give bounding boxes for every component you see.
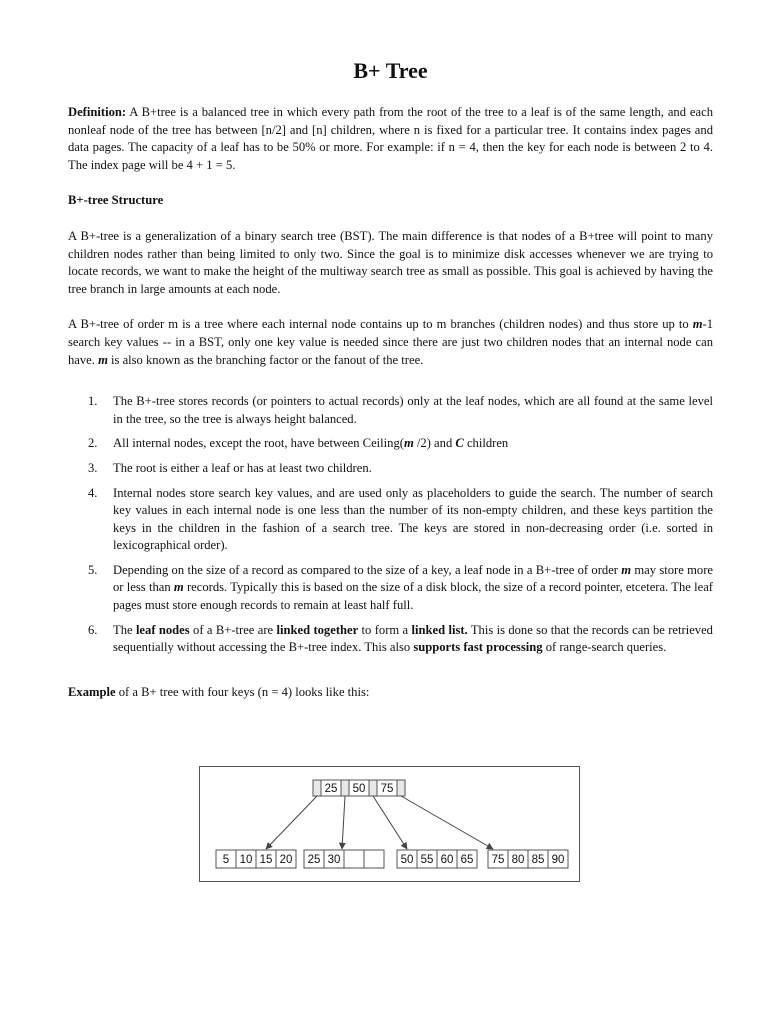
- list-item: [68, 622, 713, 657]
- leaf-key: 15: [259, 854, 273, 866]
- list-item-text: of range-search queries.: [542, 640, 667, 655]
- definition-label: Definition:: [68, 105, 127, 119]
- leaf-key: 25: [307, 854, 321, 866]
- list-item-bold: supports fast processing: [413, 640, 543, 655]
- leaf-key: 75: [491, 854, 505, 866]
- para2-m-1: m: [692, 317, 703, 332]
- list-item-text: Depending on the size of a record as compared to the size of a key, a leaf node in a B+-tree of order: [113, 562, 622, 577]
- list-item: [68, 460, 713, 478]
- pointer-arrow: [342, 796, 345, 849]
- page-title: B+ Tree: [353, 58, 428, 83]
- para2-text-b: -1 search key values -- in a BST, only one key value is needed since there are just two children nodes that an internal node can have.: [68, 317, 713, 367]
- leaf-key: 20: [279, 854, 293, 866]
- list-item-text: to form a: [358, 622, 412, 637]
- list-number: 5.: [88, 562, 98, 577]
- properties-list: [68, 393, 713, 657]
- list-item-text: The root is either a leaf or has at least two children.: [113, 460, 372, 475]
- list-number: 3.: [88, 460, 98, 475]
- example-label: Example: [68, 684, 116, 699]
- list-number: 6.: [88, 622, 98, 637]
- list-number: 1.: [88, 394, 98, 409]
- list-item: [68, 435, 713, 453]
- leaf-key: 85: [531, 854, 545, 866]
- leaf-cell: [344, 850, 364, 868]
- definition-paragraph: [68, 104, 713, 174]
- root-key: 25: [324, 783, 338, 795]
- list-item-bold: linked together: [276, 622, 359, 637]
- list-item: [68, 485, 713, 555]
- list-item-bold: leaf nodes: [135, 622, 190, 637]
- structure-paragraph-2: [68, 316, 713, 369]
- para2-m-2: m: [98, 352, 108, 367]
- list-number: 4.: [88, 485, 98, 500]
- definition-text: A B+tree is a balanced tree in which every path from the root of the tree to a leaf is of the same length, and each nonleaf node of the tree has between [n/2] and [n] children, where n is fixed for a particular tree. It contains index pages and data pages. The capacity of a leaf has to be 50% or more. For example: if n = 4, then the key for each node is between 2 to 4. The index page will be 4 + 1 = 5.: [68, 105, 713, 172]
- list-item-m: m: [173, 580, 184, 595]
- example-caption: [68, 684, 713, 702]
- leaf-key: 80: [511, 854, 525, 866]
- root-pointer-cell: [369, 780, 377, 796]
- list-item-text: children: [463, 436, 509, 451]
- structure-paragraph-1: A B+-tree is a generalization of a binary search tree (BST). The main difference is that nodes of a B+tree will point to many children nodes rather than being limited to only two. Since the goal is to minimize disk accesses whenever we are trying to locate records, we want to make the height of the multiway search tree as small as possible. This goal is achieved by having the tree branch in large amounts at each node.: [68, 228, 713, 296]
- leaf-key: 55: [420, 854, 434, 866]
- para2-text-c: is also known as the branching factor or the fanout of the tree.: [107, 352, 424, 367]
- bplus-tree-diagram: [199, 766, 580, 882]
- list-item-m: m: [621, 562, 632, 577]
- pointer-arrow: [373, 796, 407, 849]
- root-pointer-cell: [313, 780, 321, 796]
- root-pointer-cell: [397, 780, 405, 796]
- root-key: 50: [352, 783, 366, 795]
- document-page: [68, 56, 713, 701]
- list-number: 2.: [88, 436, 98, 451]
- list-item-text: /2) and: [413, 436, 456, 451]
- leaf-key: 30: [327, 854, 341, 866]
- list-item: [68, 562, 713, 615]
- list-item-text: The: [113, 622, 136, 637]
- leaf-key: 65: [460, 854, 474, 866]
- leaf-key: 50: [400, 854, 414, 866]
- list-item-text: All internal nodes, except the root, have between Ceiling(: [113, 436, 404, 451]
- tree-svg: [199, 766, 580, 882]
- list-item-text: The B+-tree stores records (or pointers to actual records) only at the leaf nodes, which are all found at the same level in the tree, so the tree is always height balanced.: [113, 394, 713, 426]
- pointer-arrow: [266, 796, 317, 849]
- pointer-arrow: [401, 796, 493, 849]
- list-item: [68, 393, 713, 428]
- list-item-text: may store more or less than: [113, 562, 713, 595]
- list-item-m: m: [403, 436, 414, 451]
- root-pointer-cell: [341, 780, 349, 796]
- section-heading: B+-tree Structure: [68, 193, 164, 208]
- leaf-key: 10: [239, 854, 253, 866]
- para2-text-a: A B+-tree of order m is a tree where each internal node contains up to m branches (children nodes) and thus store up to: [68, 317, 693, 332]
- list-item-text: records. Typically this is based on the size of a disk block, the size of a record pointer, etcetera. The leaf pages must store enough records to remain at least half full.: [113, 580, 713, 613]
- example-text: of a B+ tree with four keys (n = 4) looks like this:: [115, 684, 370, 699]
- list-item-c: C: [455, 436, 464, 451]
- list-item-text: This is done so that the records can be retrieved sequentially without accessing the B+-tree index. This also: [113, 622, 713, 655]
- leaf-cell: [364, 850, 384, 868]
- leaf-key: 5: [222, 854, 230, 866]
- leaf-key: 60: [440, 854, 454, 866]
- leaf-key: 90: [551, 854, 565, 866]
- list-item-text: Internal nodes store search key values, and are used only as placeholders to guide the search. The number of search key values in each internal node is one less than the number of its non-empty children, and these keys partition the keys in the children in the fashion of a search tree. The keys are stored in non-decreasing order (i.e. sorted in lexicographical order).: [113, 485, 713, 553]
- list-item-text: of a B+-tree are: [189, 622, 277, 637]
- list-item-bold: linked list.: [411, 622, 468, 637]
- root-key: 75: [380, 783, 394, 795]
